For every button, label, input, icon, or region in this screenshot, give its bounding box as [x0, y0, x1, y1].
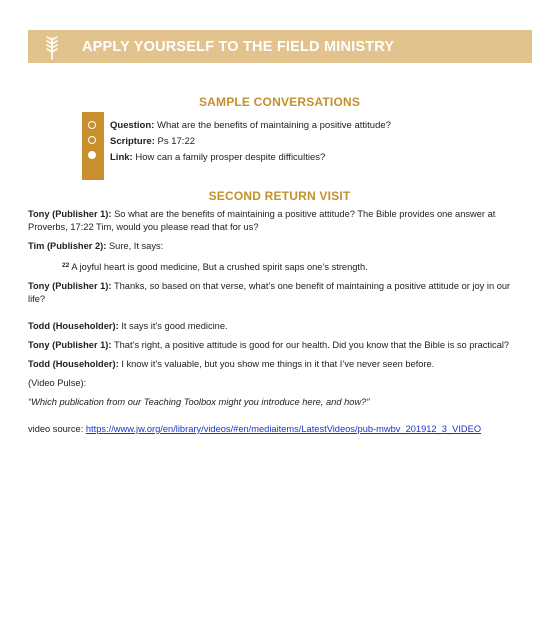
question-circle-icon: [88, 121, 96, 129]
speaker: Todd (Householder):: [28, 359, 119, 369]
verse-number: 22: [62, 262, 70, 269]
dialogue-text: That’s right, a positive attitude is good for our health. Did you know that the Bible is so practical?: [113, 340, 510, 350]
speaker: Tony (Publisher 1):: [28, 209, 112, 219]
banner-title: APPLY YOURSELF TO THE FIELD MINISTRY: [82, 38, 395, 55]
question-text: What are the benefits of maintaining a positive attitude?: [156, 120, 391, 131]
speaker: Todd (Householder):: [28, 321, 119, 331]
dialogue-text: I know it’s valuable, but you show me things in it that I’ve never seen before.: [121, 359, 435, 369]
dialogue-text: So what are the benefits of maintaining a positive attitude? The Bible provides one answer at Proverbs, 17:22 Tim, would you please read that for us?: [28, 209, 496, 232]
link-line: [110, 150, 391, 166]
wheat-icon: [44, 30, 72, 63]
link-circle-icon: [88, 151, 96, 159]
video-pulse: (Video Pulse):: [28, 378, 87, 388]
section-banner: [28, 30, 532, 63]
link-label: Link:: [110, 152, 133, 163]
speaker: Tony (Publisher 1):: [28, 281, 112, 291]
dialogue-line: [28, 240, 520, 253]
video-source-label: video source:: [28, 424, 84, 434]
scripture-text[interactable]: Ps 17:22: [157, 136, 196, 147]
speaker: Tim (Publisher 2):: [28, 241, 107, 251]
dialogue-line: [28, 208, 520, 234]
scripture-line: [110, 134, 391, 150]
visit-heading: SECOND RETURN VISIT: [208, 189, 351, 203]
teaching-question: “Which publication from our Teaching Toolbox might you introduce here, and how?”: [28, 397, 370, 407]
dialogue-line: [28, 280, 520, 306]
sample-heading: SAMPLE CONVERSATIONS: [198, 95, 361, 109]
speaker: Tony (Publisher 1):: [28, 340, 112, 350]
bible-verse: [62, 259, 520, 274]
dialogue-text: Sure, It says:: [108, 241, 164, 251]
video-source: [28, 423, 520, 436]
dialogue-text: Thanks, so based on that verse, what’s one benefit of maintaining a positive attitude or joy in our life?: [28, 281, 511, 304]
question-line: [110, 118, 391, 134]
dialogue-line: [28, 339, 520, 352]
video-source-link[interactable]: https://www.jw.org/en/library/videos/#en/mediaitems/LatestVideos/pub-mwbv_201912_3_VIDEO: [85, 424, 482, 434]
scripture-label: Scripture:: [110, 136, 155, 147]
verse-text: A joyful heart is good medicine, But a crushed spirit saps one’s strength.: [71, 262, 368, 272]
sample-marker: [82, 112, 104, 180]
dialogue-line: [28, 358, 520, 371]
scripture-circle-icon: [88, 136, 96, 144]
conversation: [28, 208, 520, 442]
question-label: Question:: [110, 120, 155, 131]
sample-details: [110, 118, 391, 166]
dialogue-line: [28, 320, 520, 333]
dialogue-text: It says it’s good medicine.: [121, 321, 228, 331]
link-text[interactable]: How can a family prosper despite difficulties?: [135, 152, 326, 163]
